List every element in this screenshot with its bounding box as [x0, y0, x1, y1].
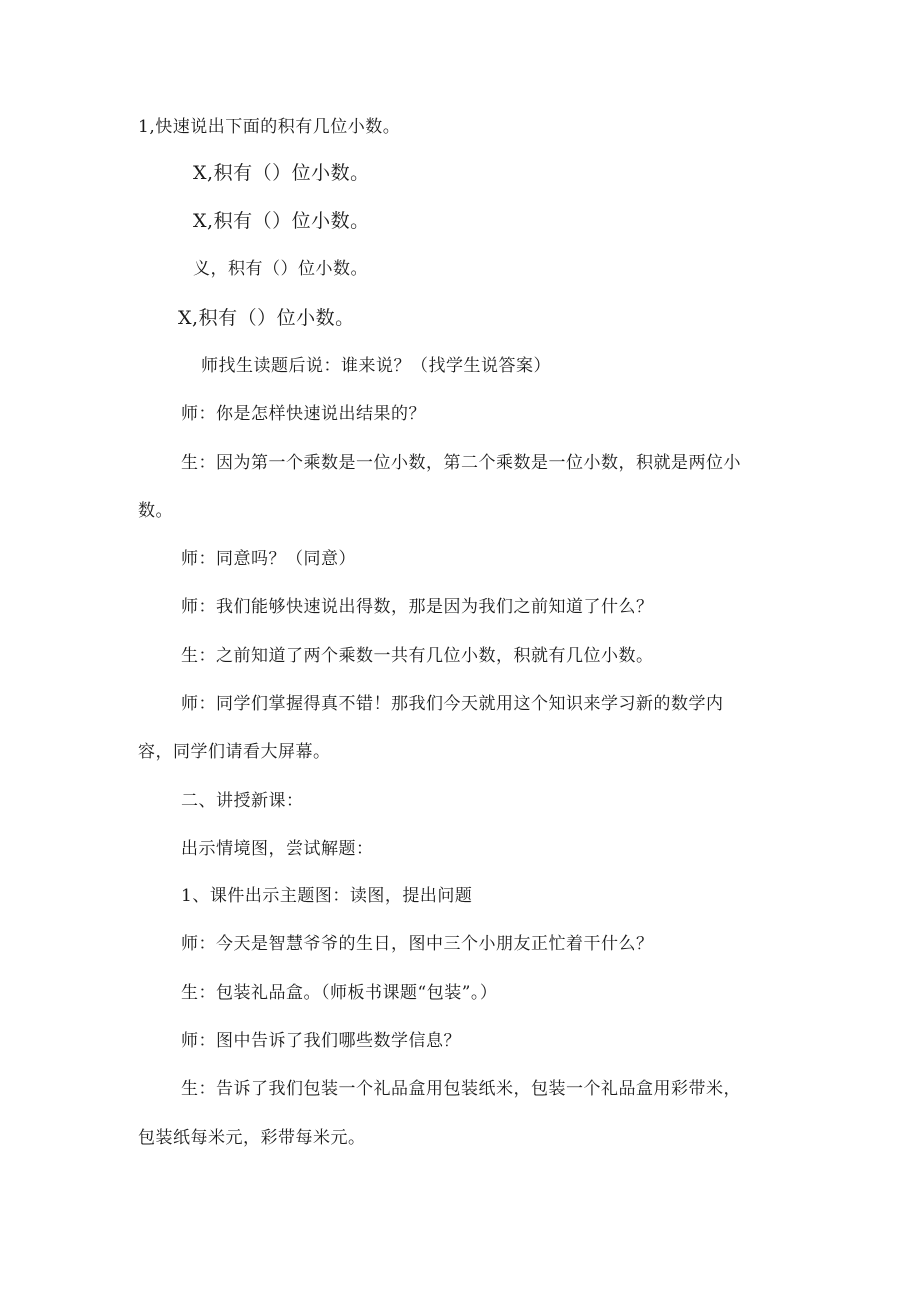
exercise-heading: 1,快速说出下面的积有几位小数。 — [138, 117, 401, 137]
paragraph-continuation: 数。 — [138, 501, 173, 521]
paragraph: 师：同意吗？（同意） — [181, 549, 356, 569]
paragraph-continuation: 包装纸每米元，彩带每米元。 — [138, 1128, 366, 1148]
paragraph: 师：今天是智慧爷爷的生日，图中三个小朋友正忙着干什么？ — [181, 934, 654, 954]
paragraph: 出示情境图，尝试解题： — [181, 839, 374, 859]
paragraph: 生：之前知道了两个乘数一共有几位小数，积就有几位小数。 — [181, 646, 654, 666]
section-heading: 二、讲授新课： — [181, 791, 304, 811]
paragraph: 师：我们能够快速说出得数，那是因为我们之前知道了什么？ — [181, 597, 654, 617]
exercise-item-3: 义，积有（）位小数。 — [193, 259, 368, 279]
paragraph: 1、课件出示主题图：读图，提出问题 — [181, 886, 473, 906]
exercise-item-2: X,积有（）位小数。 — [193, 210, 370, 232]
paragraph: 师：图中告诉了我们哪些数学信息？ — [181, 1031, 461, 1051]
paragraph: 生：告诉了我们包装一个礼品盒用包装纸米，包装一个礼品盒用彩带米， — [181, 1079, 741, 1099]
paragraph: 师：你是怎样快速说出结果的？ — [181, 404, 426, 424]
paragraph: 师：同学们掌握得真不错！那我们今天就用这个知识来学习新的数学内 — [181, 694, 724, 714]
exercise-item-1: X,积有（）位小数。 — [193, 162, 370, 184]
paragraph: 生：因为第一个乘数是一位小数，第二个乘数是一位小数，积就是两位小 — [181, 453, 741, 473]
exercise-item-4: X,积有（）位小数。 — [178, 307, 355, 329]
paragraph: 师找生读题后说：谁来说？（找学生说答案） — [201, 356, 551, 376]
paragraph-continuation: 容，同学们请看大屏幕。 — [138, 742, 331, 762]
paragraph: 生：包装礼品盒。（师板书课题“包装”。） — [181, 983, 498, 1003]
